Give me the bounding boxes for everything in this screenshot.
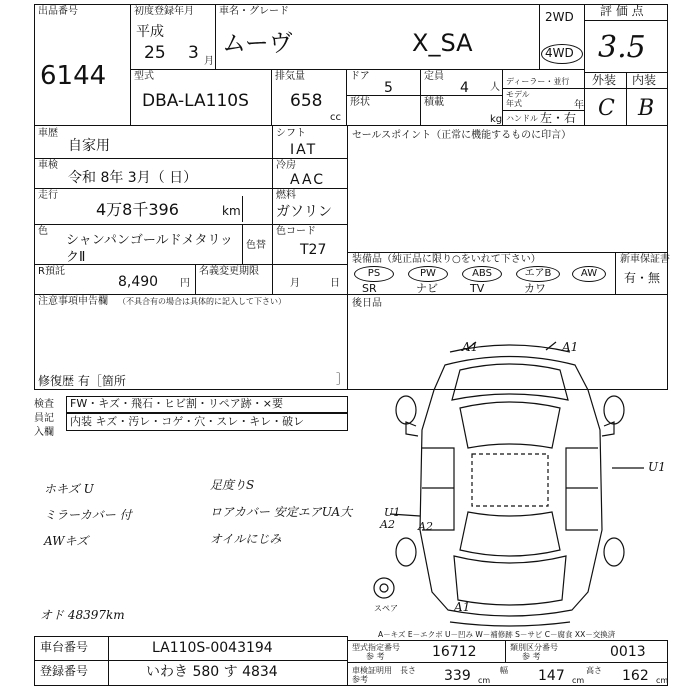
class-no: 0013: [610, 644, 646, 660]
dims-prefix: 車検証明用参考: [352, 666, 392, 684]
plate: いわき 580 す 4834: [146, 664, 278, 680]
width-label: 幅: [500, 666, 508, 675]
afterparts-label: 後日品: [352, 298, 382, 309]
r-tax: 8,490: [118, 274, 159, 290]
type-no-label: 型式指定番号: [352, 643, 400, 652]
cc: cc: [330, 112, 341, 123]
mark-a2-side: A2: [418, 520, 433, 533]
reg-year: 25: [144, 43, 166, 63]
selling-block: [347, 125, 668, 253]
equipment-1-label: ナビ: [416, 282, 438, 295]
note-left-1: ホキズ U: [44, 482, 94, 496]
lot-number: 6144: [40, 61, 107, 91]
shape-label: 形状: [350, 97, 370, 108]
chassis-label: 車台番号: [40, 640, 89, 654]
color: シャンパンゴールドメタリックⅡ: [66, 233, 233, 265]
equipment-label: 装備品（純正品に限り○をいれて下さい）: [352, 254, 541, 265]
car-name: ムーヴ: [222, 29, 293, 57]
r-tax-label: R預託: [38, 266, 65, 277]
car-name-label: 車名・グレード: [219, 6, 289, 17]
aircon-label: 冷房: [276, 160, 296, 171]
person-unit: 人: [490, 82, 500, 93]
shift: IAT: [290, 142, 318, 158]
equipment-3-code: エアB: [516, 266, 560, 282]
grade: X_SA: [412, 29, 473, 57]
fuel-label: 燃料: [276, 190, 296, 201]
inspection-label: 車検: [38, 160, 58, 171]
model-year-label: モデル年式: [506, 90, 530, 108]
capacity-label: 定員: [424, 71, 444, 82]
equipment-2-label: TV: [470, 282, 485, 295]
note-right-1: 足度りS: [210, 478, 255, 492]
damage-legend: A－キズ E－エクボ U－凹み W－補修跡 S－サビ C－腐食 XX－交換済: [378, 630, 616, 639]
equipment-1-code: PW: [408, 266, 448, 282]
inspector-row1: FW・キズ・飛石・ヒビ割・リペア跡・×要: [70, 397, 283, 410]
note-right-2: ロアカバー 安定エアUA大: [210, 505, 353, 519]
inspector-label: 検査員記入欄: [34, 399, 54, 438]
mileage: 4万8千396: [96, 200, 179, 219]
fuel: ガソリン: [276, 204, 332, 220]
drive-4wd: 4WD: [545, 46, 574, 60]
repair-label: 修復歴 有［箇所: [38, 374, 126, 388]
mileage-label: 走行: [38, 190, 58, 201]
width: 147: [538, 668, 565, 684]
height-label: 高さ: [586, 666, 602, 675]
grade-score: 3.5: [598, 30, 646, 65]
km: km: [222, 204, 241, 218]
note-left-2: ミラーカバー 付: [44, 508, 132, 522]
height-unit: cm: [656, 676, 669, 685]
tax-month: 月: [290, 278, 300, 289]
class-ref: 参 考: [522, 652, 541, 661]
color-code: T27: [300, 242, 327, 258]
inspector-row2: 内装 キズ・汚レ・コゲ・穴・スレ・キレ・破レ: [70, 415, 305, 428]
length-label: 長さ: [400, 666, 416, 675]
displacement-label: 排気量: [275, 71, 305, 82]
class-label: 類別区分番号: [510, 643, 558, 652]
kg: kg: [490, 114, 503, 125]
type-no: 16712: [432, 644, 477, 660]
reg-month: 3: [188, 43, 199, 63]
spare-label: スペア: [374, 604, 398, 613]
door-label: ドア: [350, 71, 370, 82]
tax-day: 日: [330, 278, 340, 289]
note-left-3: AWキズ: [44, 534, 89, 548]
plate-label: 登録番号: [40, 664, 89, 678]
model: DBA-LA110S: [142, 91, 249, 111]
capacity: 4: [460, 80, 469, 96]
notes-sub: （不具合有の場合は具体的に記入して下さい）: [118, 297, 286, 306]
equipment-2-code: ABS: [462, 266, 502, 282]
lot-label: 出品番号: [38, 6, 78, 17]
yen: 円: [180, 278, 190, 289]
repaint-label: 色替: [246, 240, 266, 251]
reg-month-unit: 月: [204, 56, 214, 67]
exterior-label: 外装: [592, 73, 617, 87]
mark-a1-rear: A1: [454, 600, 471, 614]
note-right-3: オイルにじみ: [210, 532, 282, 546]
inspection: 令和 8年 3月（ 日）: [68, 170, 198, 186]
dealer-label: ディーラー・並行: [506, 77, 570, 86]
tax-status-label: 新車保証書: [620, 254, 670, 265]
era: 平成: [136, 24, 164, 40]
equipment-0-code: PS: [354, 266, 394, 282]
doors: 5: [384, 80, 393, 96]
first-reg-label: 初度登録年月: [134, 6, 194, 17]
selling-label: セールスポイント（正常に機能するものに印言）: [352, 130, 572, 141]
mark-a1-front-right: A1: [562, 340, 579, 354]
handle-label: ハンドル: [506, 114, 538, 123]
chassis: LA110S-0043194: [152, 640, 273, 656]
mark-u1-left: U1: [384, 506, 401, 519]
exterior-score: C: [598, 96, 615, 121]
drive-2wd: 2WD: [545, 10, 574, 24]
history: 自家用: [68, 138, 110, 154]
history-label: 車歴: [38, 128, 58, 139]
equipment-4-code: AW: [572, 266, 606, 282]
mark-u1-right: U1: [648, 460, 666, 474]
length: 339: [444, 668, 471, 684]
height: 162: [622, 668, 649, 684]
color-code-label: 色コード: [276, 226, 316, 237]
equipment-0-label: SR: [362, 282, 377, 295]
tax-status: 有・無: [624, 271, 661, 285]
displacement: 658: [290, 91, 323, 111]
shift-label: シフト: [276, 128, 306, 139]
aircon: AAC: [290, 172, 326, 188]
load-label: 積載: [424, 97, 444, 108]
mark-a2-left: A2: [380, 518, 395, 531]
model-label: 型式: [134, 71, 154, 82]
type-no-ref: 参 考: [366, 652, 385, 661]
handle-value: 左・右: [540, 111, 577, 125]
tax-label: 名義変更期限: [199, 266, 259, 277]
repair-close: ］: [336, 372, 349, 386]
odometer-note: オド 48397km: [40, 608, 125, 622]
year-unit: 年: [574, 100, 584, 111]
color-label: 色: [38, 226, 48, 237]
mark-a1-front-left: A1: [462, 340, 479, 354]
width-unit: cm: [572, 676, 585, 685]
interior-label: 内装: [632, 73, 657, 87]
car-diagram: [350, 330, 680, 630]
score-label: 評 価 点: [600, 4, 644, 18]
length-unit: cm: [478, 676, 491, 685]
interior-score: B: [638, 96, 655, 121]
notes-label: 注意事項申告欄: [38, 296, 108, 307]
equipment-3-label: カワ: [524, 282, 546, 295]
